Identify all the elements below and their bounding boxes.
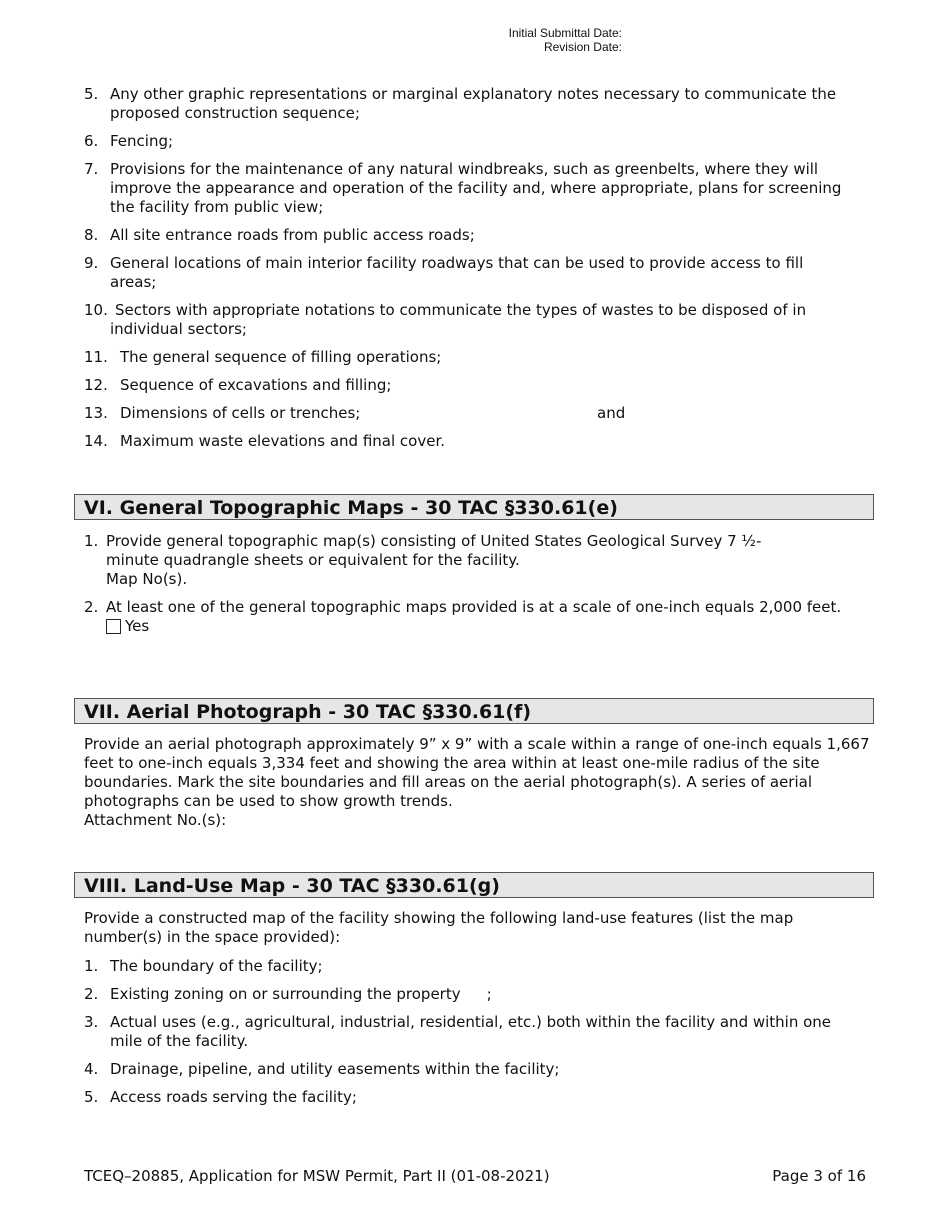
list-item-text: Drainage, pipeline, and utility easements within the facility; (110, 1060, 560, 1078)
list-item-number: 12. (84, 376, 108, 394)
list-item-number: 5. (84, 85, 99, 103)
list-item (84, 985, 844, 1004)
section-header-vi (74, 494, 874, 520)
list-item (84, 348, 844, 367)
form-id: TCEQ–20885, Application for MSW Permit, Part II (01-08-2021) (84, 1167, 550, 1185)
list-item-number: 14. (84, 432, 108, 450)
list-item-text-main: Existing zoning on or surrounding the property (110, 985, 461, 1003)
list-item (84, 254, 844, 292)
list-item-text: Dimensions of cells or trenches; (120, 404, 361, 422)
yes-checkbox-label: Yes (125, 617, 150, 635)
list-item-number: 4. (84, 1060, 99, 1078)
list-item-number: 8. (84, 226, 99, 244)
list-item (84, 226, 844, 245)
aerial-photo-paragraph (84, 735, 874, 830)
page-header (509, 26, 622, 54)
list-item-number: 11. (84, 348, 108, 366)
list-item-text: General locations of main interior facility roadways that can be used to provide access to fill areas; (110, 254, 804, 291)
attachment-label: Attachment No.(s): (84, 811, 227, 829)
list-item-text: Sectors with appropriate notations to communicate the types of wastes to be disposed of in individual sectors; (110, 301, 807, 338)
list-item-text: All site entrance roads from public access roads; (110, 226, 475, 244)
initial-submittal-date-label: Initial Submittal Date: (508, 26, 622, 40)
page-number: Page 3 of 16 (772, 1167, 866, 1185)
list-item-text: The boundary of the facility; (110, 957, 323, 975)
list-item (84, 85, 844, 123)
list-item-text: At least one of the general topographic maps provided is at a scale of one-inch equals 2,000 feet. (106, 598, 842, 616)
revision-date-label: Revision Date: (543, 40, 622, 54)
list-item (84, 301, 844, 339)
paragraph-text: Provide an aerial photograph approximately 9” x 9” with a scale within a range of one-inch equals 1,667 feet to one-inch equals 3,334 feet and showing the area within at least one-mile radius of the site boundaries. Mark the site boundaries and fill areas on the aerial photograph(s). A series of aerial photographs can be used to show growth trends. (84, 735, 870, 810)
land-use-intro: Provide a constructed map of the facility showing the following land-use features (list the map number(s) in the space provided): (84, 909, 794, 946)
section-title: VIII. Land-Use Map - 30 TAC §330.61(g) (84, 875, 500, 897)
section-header-viii (74, 872, 874, 898)
list-item-number: 1. (84, 957, 99, 975)
list-item-text: The general sequence of filling operations; (120, 348, 442, 366)
list-item-text: Access roads serving the facility; (110, 1088, 357, 1106)
list-item-number: 10. (84, 301, 108, 319)
list-item-number: 2. (84, 985, 99, 1003)
list-item-text: Sequence of excavations and filling; (120, 376, 392, 394)
list-item-number: 7. (84, 160, 99, 178)
map-numbers-label: Map No(s). (106, 570, 188, 588)
list-item (84, 160, 844, 217)
section-title: VII. Aerial Photograph - 30 TAC §330.61(f) (84, 701, 532, 723)
list-item (84, 1088, 844, 1107)
list-item (84, 432, 844, 451)
list-item-text (84, 985, 844, 1004)
list-item (84, 957, 844, 976)
list-item (84, 404, 844, 423)
list-item-number: 13. (84, 404, 108, 422)
list-item-number: 1. (84, 532, 99, 550)
yes-checkbox-row (84, 617, 844, 636)
list-item-text: Maximum waste elevations and final cover. (120, 432, 445, 450)
list-item-text: Fencing; (110, 132, 174, 150)
list-item-suffix: ; (486, 985, 492, 1003)
and-conjunction: and (597, 404, 626, 422)
list-item-text: Provide general topographic map(s) consisting of United States Geological Survey 7 ½-minute quadrangle sheets or equivalent for the facility. (106, 532, 762, 569)
list-item-text: Actual uses (e.g., agricultural, industrial, residential, etc.) both within the facility and within one mile of the facility. (110, 1013, 832, 1050)
list-item (84, 132, 844, 151)
list-item-number: 3. (84, 1013, 99, 1031)
list-item (84, 598, 844, 636)
section-header-vii (74, 698, 874, 724)
list-item-number: 5. (84, 1088, 99, 1106)
list-item (84, 532, 804, 589)
list-item (84, 1013, 844, 1051)
list-item (84, 376, 844, 395)
list-item-number: 9. (84, 254, 99, 272)
list-item-text: Provisions for the maintenance of any natural windbreaks, such as greenbelts, where they will improve the appearance and operation of the facility and, where appropriate, plans for screening the facility from public view; (110, 160, 842, 216)
list-item-text: Any other graphic representations or marginal explanatory notes necessary to communicate the proposed construction sequence; (110, 85, 837, 122)
section-title: VI. General Topographic Maps - 30 TAC §330.61(e) (84, 497, 618, 519)
yes-checkbox[interactable] (106, 619, 121, 634)
list-item-number: 6. (84, 132, 99, 150)
list-item-number: 2. (84, 598, 99, 616)
list-item (84, 1060, 844, 1079)
